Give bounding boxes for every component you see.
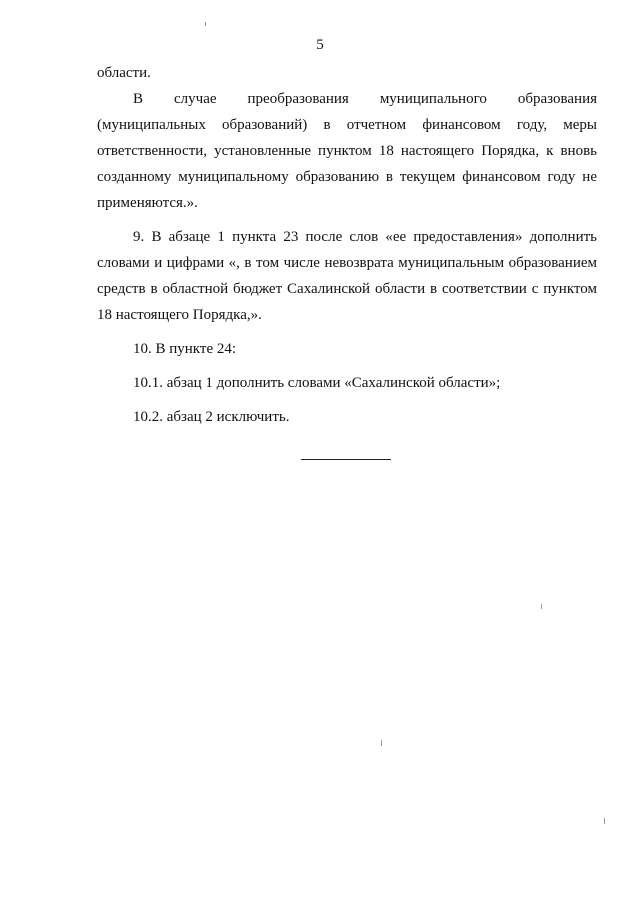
page-number: 5 [316,37,324,53]
paragraph-item-9: 9. В абзаце 1 пункта 23 после слов «ее предоставления» дополнить словами и цифрами «, в том числе невозврата муниципальным образованием средств в областной бюджет Сахалинской области в соответствии с пунктом 18 настоящего Порядка,». [97,229,597,323]
paragraph-transformation: В случае преобразования муниципального образования (муниципальных образований) в отчетном финансовом году, меры ответственности, установленные пунктом 18 настоящего Порядка, к вновь созданному муниципальному образованию в текущем финансовом году не применяются.». [97,91,597,211]
scan-speck [205,22,206,26]
scan-speck [381,740,382,746]
continuation-paragraph: области. [97,65,151,81]
paragraph-item-10-1: 10.1. абзац 1 дополнить словами «Сахалинской области»; [133,375,501,391]
scan-speck [541,604,542,609]
end-separator-line [301,459,391,460]
scan-speck [604,818,605,824]
document-body [97,60,597,438]
paragraph-item-10: 10. В пункте 24: [133,341,237,357]
paragraph-item-10-2: 10.2. абзац 2 исключить. [133,409,290,425]
